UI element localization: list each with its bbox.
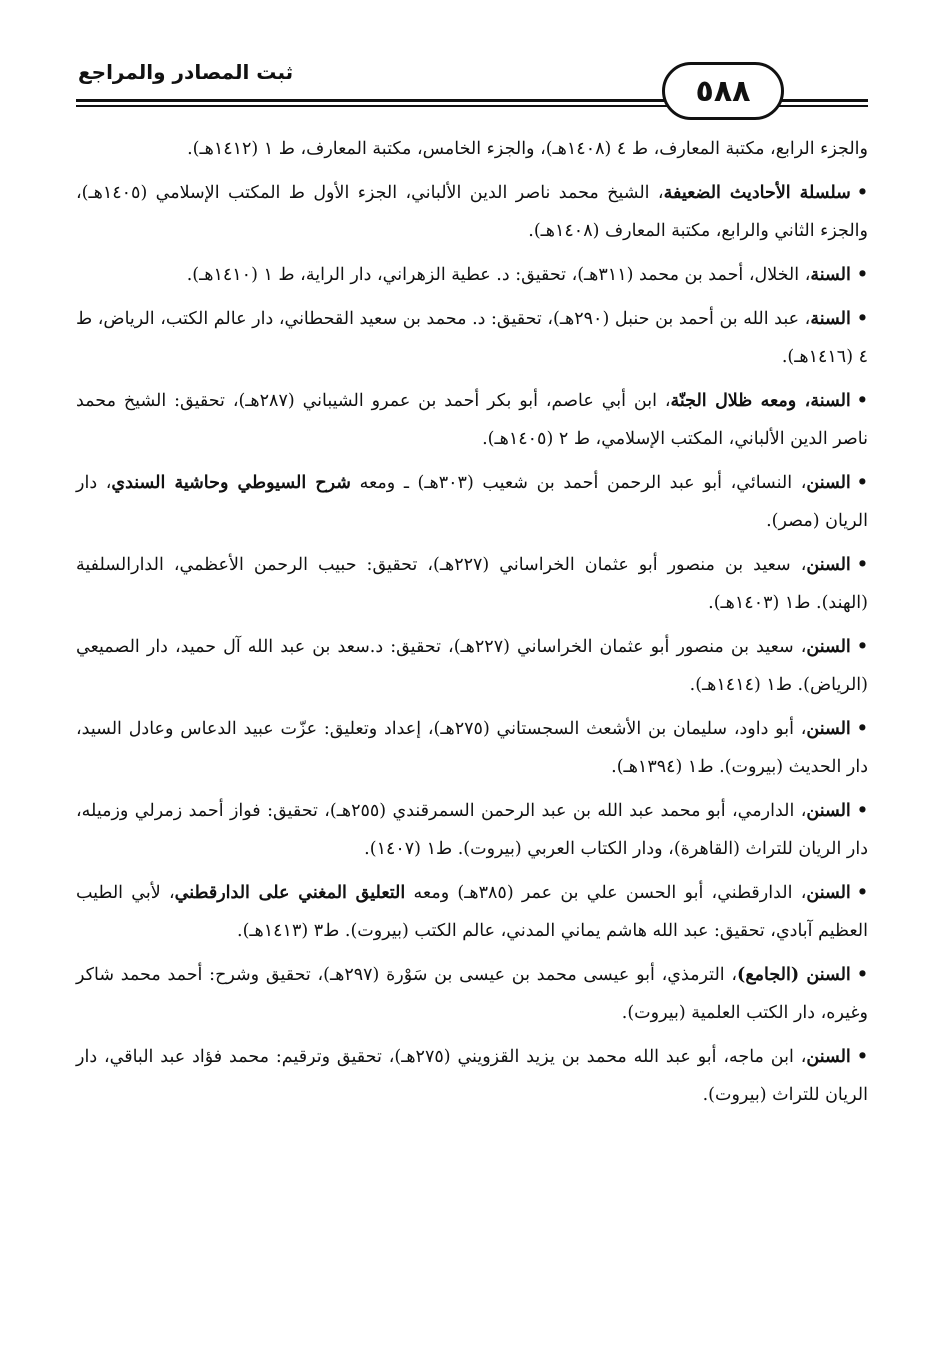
- entry-text: ، عبد الله بن أحمد بن حنبل (٢٩٠هـ)، تحقيق: د. محمد بن سعيد القحطاني، دار عالم الكتب، الرياض، ط ٤ (١٤١٦هـ).: [76, 309, 868, 367]
- entry-title: السنن: [806, 473, 851, 493]
- page-number: ٥٨٨: [695, 73, 751, 109]
- bibliography-entry: [76, 874, 868, 950]
- entry-title: السنن: [806, 883, 851, 903]
- bullet-icon: •: [856, 183, 868, 203]
- bibliography-entry: [76, 710, 868, 786]
- entry-title: السنة: [810, 265, 851, 285]
- continuation-paragraph: والجزء الرابع، مكتبة المعارف، ط ٤ (١٤٠٨هـ)، والجزء الخامس، مكتبة المعارف، ط ١ (١٤١٢هـ).: [187, 139, 868, 159]
- page-header: [0, 0, 942, 120]
- entry-subtitle: شرح السيوطي وحاشية السندي: [111, 473, 351, 493]
- entry-title: السنن (الجامع): [737, 965, 851, 985]
- bullet-icon: •: [856, 719, 868, 739]
- entry-text: ، أبو داود، سليمان بن الأشعث السجستاني (٢٧٥هـ)، إعداد وتعليق: عزّت عبيد الدعاس وعادل السيد، دار الحديث (بيروت). ط١ (١٣٩٤هـ).: [76, 719, 868, 777]
- entry-text: ، ابن ماجه، أبو عبد الله محمد بن يزيد القزويني (٢٧٥هـ)، تحقيق وترقيم: محمد فؤاد عبد الباقي، دار الريان للتراث (بيروت).: [76, 1047, 868, 1105]
- bullet-icon: •: [856, 965, 868, 985]
- entry-text: ، الدارمي، أبو محمد عبد الله بن عبد الرحمن السمرقندي (٢٥٥هـ)، تحقيق: فواز أحمد زمرلي وزميله، دار الريان للتراث (القاهرة)، ودار الكتاب العربي (بيروت). ط١ (١٤٠٧).: [76, 801, 868, 859]
- bullet-icon: •: [856, 555, 868, 575]
- bibliography-entry: [76, 956, 868, 1032]
- bullet-icon: •: [856, 1047, 868, 1067]
- entry-title: السنن: [806, 555, 851, 575]
- bullet-icon: •: [856, 309, 868, 329]
- entry-text-continued: ، لأبي الطيب العظيم آبادي، تحقيق: عبد الله هاشم يماني المدني، عالم الكتب (بيروت). ط٣ (١٤١٣هـ).: [76, 883, 868, 941]
- entry-subtitle: التعليق المغني على الدارقطني: [174, 883, 406, 903]
- entry-title: السنن: [806, 637, 851, 657]
- entry-title: السنة، ومعه ظلال الجنّة: [670, 391, 851, 411]
- entry-text: ، الدارقطني، أبو الحسن علي بن عمر (٣٨٥هـ) ومعه: [405, 883, 807, 903]
- bullet-icon: •: [856, 801, 868, 821]
- bibliography-entry: [76, 464, 868, 540]
- bibliography-entry: [76, 628, 868, 704]
- entry-title: السنن: [806, 719, 851, 739]
- entry-text: ، النسائي، أبو عبد الرحمن أحمد بن شعيب (٣٠٣هـ) ـ ومعه: [350, 473, 807, 493]
- bibliography-body: [76, 130, 868, 1120]
- entry-title: السنن: [806, 1047, 851, 1067]
- bibliography-entry: [76, 300, 868, 376]
- entry-title: السنة: [810, 309, 851, 329]
- page-number-badge: [662, 62, 784, 120]
- entry-text: ، سعيد بن منصور أبو عثمان الخراساني (٢٢٧هـ)، تحقيق: د.سعد بن عبد الله آل حميد، دار الصميعي (الرياض). ط١ (١٤١٤هـ).: [76, 637, 868, 695]
- entry-text: ، ابن أبي عاصم، أبو بكر أحمد بن عمرو الشيباني (٢٨٧هـ)، تحقيق: الشيخ محمد ناصر الدين الألباني، المكتب الإسلامي، ط ٢ (١٤٠٥هـ).: [76, 391, 868, 449]
- entry-title: السنن: [806, 801, 851, 821]
- bibliography-entry: [76, 382, 868, 458]
- bullet-icon: •: [856, 883, 868, 903]
- entry-text: ، الشيخ محمد ناصر الدين الألباني، الجزء الأول ط المكتب الإسلامي (١٤٠٥هـ)، والجزء الثاني والرابع، مكتبة المعارف (١٤٠٨هـ).: [76, 183, 868, 241]
- bullet-icon: •: [856, 391, 868, 411]
- bullet-icon: •: [856, 637, 868, 657]
- bibliography-entry: [76, 792, 868, 868]
- bullet-icon: •: [856, 265, 868, 285]
- entry-title: سلسلة الأحاديث الضعيفة: [663, 183, 851, 203]
- entry-text: ، سعيد بن منصور أبو عثمان الخراساني (٢٢٧هـ)، تحقيق: حبيب الرحمن الأعظمي، الدارالسلفية (الهند). ط١ (١٤٠٣هـ).: [76, 555, 868, 613]
- bibliography-entry: [76, 1038, 868, 1114]
- bibliography-entry: [76, 256, 868, 294]
- entry-text-continued: ، دار الريان (مصر).: [76, 473, 868, 531]
- bibliography-entry: [76, 546, 868, 622]
- bibliography-entry: [76, 174, 868, 250]
- entry-text: ، الترمذي، أبو عيسى محمد بن عيسى بن سَوْرة (٢٩٧هـ)، تحقيق وشرح: أحمد محمد شاكر وغيره، دار الكتب العلمية (بيروت).: [76, 965, 868, 1023]
- running-header-title: ثبت المصادر والمراجع: [78, 60, 294, 84]
- entry-text: ، الخلال، أحمد بن محمد (٣١١هـ)، تحقيق: د. عطية الزهراني، دار الراية، ط ١ (١٤١٠هـ).: [186, 265, 811, 285]
- bullet-icon: •: [856, 473, 868, 493]
